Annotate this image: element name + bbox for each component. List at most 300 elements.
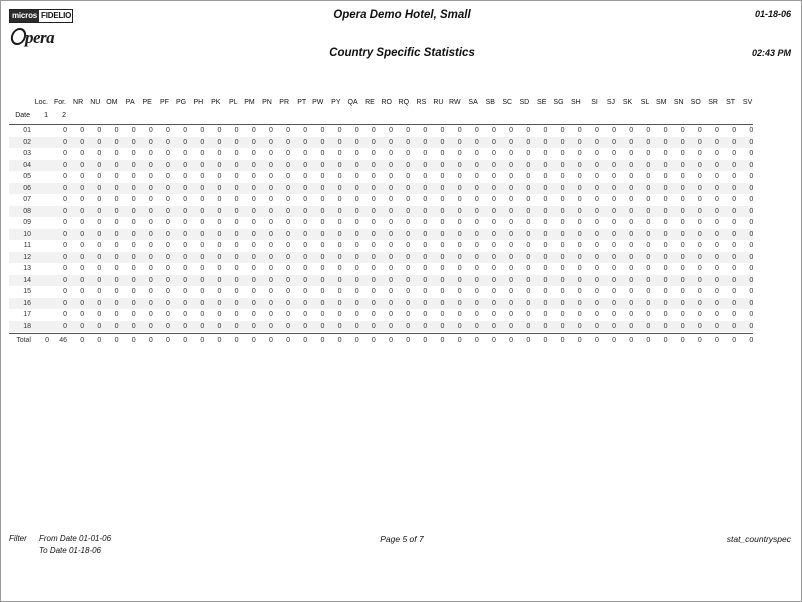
table-cell: 0 bbox=[166, 150, 170, 157]
table-cell: 0 bbox=[663, 311, 668, 318]
table-cell: 0 bbox=[440, 276, 445, 284]
table-cell: 0 bbox=[749, 127, 754, 134]
total-cell: 0 bbox=[217, 337, 222, 344]
table-cell: 0 bbox=[166, 138, 170, 146]
row-label: 05 bbox=[23, 173, 31, 180]
table-cell: 0 bbox=[131, 299, 136, 307]
table-cell: 0 bbox=[543, 322, 548, 330]
table-cell: 0 bbox=[697, 196, 702, 203]
table-cell: 0 bbox=[183, 173, 188, 180]
table-cell: 0 bbox=[526, 242, 531, 249]
table-cell: 0 bbox=[509, 230, 514, 238]
table-cell: 0 bbox=[337, 219, 342, 226]
table-cell: 0 bbox=[217, 311, 222, 318]
row-label: 04 bbox=[23, 161, 31, 169]
table-cell: 0 bbox=[268, 138, 273, 146]
table-cell: 0 bbox=[715, 127, 719, 134]
table-cell: 0 bbox=[457, 138, 462, 146]
table-cell: 0 bbox=[629, 150, 634, 157]
table-cell: 0 bbox=[63, 173, 67, 180]
table-cell: 0 bbox=[200, 173, 205, 180]
table-cell: 0 bbox=[423, 207, 428, 215]
column-header: PT bbox=[297, 99, 307, 106]
table-cell: 0 bbox=[97, 196, 102, 203]
table-cell: 0 bbox=[389, 322, 393, 330]
table-cell: 0 bbox=[749, 230, 754, 238]
table-cell: 0 bbox=[697, 288, 702, 295]
table-cell: 0 bbox=[612, 299, 616, 307]
table-cell: 0 bbox=[526, 276, 531, 284]
table-cell: 0 bbox=[474, 311, 479, 318]
table-cell: 0 bbox=[217, 276, 222, 284]
table-cell: 0 bbox=[594, 242, 599, 249]
table-cell: 0 bbox=[680, 207, 685, 215]
table-cell: 0 bbox=[749, 173, 754, 180]
table-cell: 0 bbox=[200, 299, 205, 307]
table-cell: 0 bbox=[423, 265, 428, 272]
table-cell: 0 bbox=[268, 322, 273, 330]
table-cell: 0 bbox=[663, 242, 668, 249]
table-row bbox=[9, 171, 771, 183]
table-cell: 0 bbox=[560, 207, 565, 215]
total-cell: 0 bbox=[200, 337, 205, 344]
table-cell: 0 bbox=[594, 311, 599, 318]
table-cell: 0 bbox=[526, 230, 531, 238]
table-cell: 0 bbox=[560, 184, 565, 192]
table-cell: 0 bbox=[560, 150, 565, 157]
table-cell: 0 bbox=[560, 265, 565, 272]
report-time: 02:43 PM bbox=[751, 48, 791, 58]
table-cell: 0 bbox=[114, 219, 119, 226]
table-cell: 0 bbox=[680, 322, 685, 330]
table-cell: 0 bbox=[732, 173, 737, 180]
column-header: PW bbox=[312, 99, 324, 106]
total-cell: 0 bbox=[423, 337, 428, 344]
table-cell: 0 bbox=[131, 288, 136, 295]
table-cell: 0 bbox=[166, 253, 170, 261]
table-cell: 0 bbox=[577, 207, 582, 215]
table-cell: 0 bbox=[526, 127, 531, 134]
table-cell: 0 bbox=[646, 196, 651, 203]
column-header: PR bbox=[279, 99, 290, 106]
table-cell: 0 bbox=[612, 173, 616, 180]
table-cell: 0 bbox=[80, 265, 85, 272]
table-cell: 0 bbox=[509, 196, 514, 203]
table-cell: 0 bbox=[371, 207, 376, 215]
table-cell: 0 bbox=[286, 288, 291, 295]
row-label: 09 bbox=[23, 219, 31, 226]
table-cell: 0 bbox=[320, 265, 325, 272]
table-cell: 0 bbox=[697, 219, 702, 226]
table-cell: 0 bbox=[680, 219, 685, 226]
table-cell: 0 bbox=[200, 230, 205, 238]
report-date: 01-18-06 bbox=[754, 9, 791, 19]
table-cell: 0 bbox=[440, 207, 445, 215]
table-cell: 0 bbox=[166, 265, 170, 272]
table-cell: 0 bbox=[200, 219, 205, 226]
table-cell: 0 bbox=[166, 230, 170, 238]
table-cell: 0 bbox=[303, 322, 308, 330]
table-cell: 0 bbox=[234, 150, 239, 157]
row-label: 02 bbox=[23, 138, 31, 146]
table-cell: 0 bbox=[406, 265, 411, 272]
table-cell: 0 bbox=[200, 196, 205, 203]
table-cell: 0 bbox=[148, 242, 153, 249]
table-cell: 0 bbox=[371, 219, 376, 226]
table-cell bbox=[31, 240, 49, 252]
table-cell: 0 bbox=[303, 288, 308, 295]
table-cell: 0 bbox=[543, 242, 548, 249]
country-statistics-table bbox=[9, 97, 771, 347]
footer-page-number: Page 5 of 7 bbox=[380, 534, 424, 544]
table-cell: 0 bbox=[268, 311, 273, 318]
total-cell: 0 bbox=[114, 337, 119, 344]
table-cell bbox=[31, 252, 49, 264]
table-cell: 0 bbox=[97, 161, 102, 169]
table-cell: 0 bbox=[406, 207, 411, 215]
table-cell: 0 bbox=[183, 299, 188, 307]
table-cell: 0 bbox=[80, 127, 85, 134]
column-header: NR bbox=[73, 99, 84, 106]
table-cell: 0 bbox=[423, 230, 428, 238]
date-sub-2: 2 bbox=[62, 111, 66, 119]
table-cell: 0 bbox=[457, 161, 462, 169]
table-cell: 0 bbox=[63, 253, 67, 261]
table-cell: 0 bbox=[457, 299, 462, 307]
total-cell: 0 bbox=[697, 337, 702, 344]
table-cell: 0 bbox=[457, 196, 462, 203]
table-cell: 0 bbox=[577, 173, 582, 180]
table-cell: 0 bbox=[337, 173, 342, 180]
table-cell: 0 bbox=[148, 322, 153, 330]
total-cell: 0 bbox=[234, 337, 239, 344]
table-cell: 0 bbox=[629, 127, 634, 134]
table-cell: 0 bbox=[749, 138, 754, 146]
table-cell: 0 bbox=[268, 127, 273, 134]
table-cell: 0 bbox=[166, 184, 170, 192]
table-cell: 0 bbox=[629, 230, 634, 238]
table-cell: 0 bbox=[371, 253, 376, 261]
table-cell: 0 bbox=[268, 230, 273, 238]
table-cell: 0 bbox=[320, 173, 325, 180]
table-cell: 0 bbox=[337, 242, 342, 249]
table-cell: 0 bbox=[286, 253, 291, 261]
table-cell: 0 bbox=[389, 184, 393, 192]
table-cell: 0 bbox=[663, 288, 668, 295]
column-header: SD bbox=[519, 99, 530, 106]
table-cell: 0 bbox=[423, 173, 428, 180]
table-cell: 0 bbox=[166, 242, 170, 249]
table-cell: 0 bbox=[543, 265, 548, 272]
table-cell: 0 bbox=[594, 230, 599, 238]
table-cell: 0 bbox=[560, 138, 565, 146]
table-row bbox=[9, 263, 771, 275]
total-cell: 0 bbox=[371, 337, 376, 344]
table-cell: 0 bbox=[354, 288, 359, 295]
table-cell: 0 bbox=[629, 253, 634, 261]
total-cell: 0 bbox=[526, 337, 531, 344]
table-cell: 0 bbox=[80, 230, 85, 238]
table-cell: 0 bbox=[183, 219, 188, 226]
table-cell: 0 bbox=[612, 253, 616, 261]
table-cell: 0 bbox=[492, 276, 496, 284]
table-cell: 0 bbox=[406, 138, 411, 146]
total-cell: 0 bbox=[509, 337, 514, 344]
table-cell: 0 bbox=[337, 230, 342, 238]
table-cell: 0 bbox=[663, 196, 668, 203]
table-cell: 0 bbox=[732, 219, 737, 226]
table-cell: 0 bbox=[389, 150, 393, 157]
table-cell: 0 bbox=[474, 161, 479, 169]
table-cell: 0 bbox=[217, 322, 222, 330]
table-cell: 0 bbox=[148, 311, 153, 318]
table-cell: 0 bbox=[63, 299, 67, 307]
table-cell bbox=[31, 206, 49, 218]
table-cell: 0 bbox=[200, 322, 205, 330]
table-cell: 0 bbox=[234, 265, 239, 272]
report-title: Country Specific Statistics bbox=[329, 47, 475, 59]
table-row bbox=[9, 206, 771, 218]
table-cell: 0 bbox=[337, 253, 342, 261]
table-cell: 0 bbox=[715, 161, 719, 169]
total-cell: 0 bbox=[354, 337, 359, 344]
table-head bbox=[9, 97, 771, 125]
table-cell: 0 bbox=[526, 322, 531, 330]
table-cell: 0 bbox=[492, 322, 496, 330]
table-cell: 0 bbox=[97, 138, 102, 146]
table-cell: 0 bbox=[148, 196, 153, 203]
table-cell: 0 bbox=[440, 288, 445, 295]
row-label: 11 bbox=[23, 242, 31, 249]
table-cell: 0 bbox=[612, 230, 616, 238]
table-cell: 0 bbox=[680, 242, 685, 249]
table-cell: 0 bbox=[577, 242, 582, 249]
table-cell: 0 bbox=[543, 173, 548, 180]
table-cell: 0 bbox=[663, 207, 668, 215]
table-cell: 0 bbox=[629, 288, 634, 295]
table-cell: 0 bbox=[492, 173, 496, 180]
table-cell bbox=[31, 229, 49, 241]
table-cell: 0 bbox=[629, 322, 634, 330]
table-cell: 0 bbox=[457, 127, 462, 134]
table-cell: 0 bbox=[337, 265, 342, 272]
table-cell: 0 bbox=[715, 253, 719, 261]
table-cell: 0 bbox=[732, 161, 737, 169]
table-cell: 0 bbox=[594, 173, 599, 180]
table-cell: 0 bbox=[492, 127, 496, 134]
total-cell: 0 bbox=[131, 337, 136, 344]
table-cell: 0 bbox=[114, 288, 119, 295]
table-cell: 0 bbox=[131, 184, 136, 192]
table-cell: 0 bbox=[457, 253, 462, 261]
table-cell: 0 bbox=[303, 196, 308, 203]
table-cell: 0 bbox=[389, 138, 393, 146]
table-cell: 0 bbox=[268, 219, 273, 226]
table-cell: 0 bbox=[63, 276, 67, 284]
table-cell: 0 bbox=[526, 265, 531, 272]
table-cell: 0 bbox=[612, 207, 616, 215]
table-cell: 0 bbox=[354, 230, 359, 238]
table-cell: 0 bbox=[577, 150, 582, 157]
table-cell: 0 bbox=[526, 184, 531, 192]
table-cell: 0 bbox=[749, 219, 754, 226]
micros-logo-text: micros bbox=[12, 11, 38, 20]
table-cell: 0 bbox=[286, 127, 291, 134]
row-label: 08 bbox=[23, 207, 31, 215]
table-cell: 0 bbox=[320, 276, 325, 284]
column-header: ST bbox=[726, 99, 736, 106]
table-cell: 0 bbox=[577, 196, 582, 203]
table-cell: 0 bbox=[509, 276, 514, 284]
table-cell: 0 bbox=[337, 311, 342, 318]
table-cell: 0 bbox=[251, 253, 256, 261]
table-cell: 0 bbox=[251, 230, 256, 238]
table-cell: 0 bbox=[97, 242, 102, 249]
table-cell: 0 bbox=[646, 173, 651, 180]
table-cell: 0 bbox=[371, 322, 376, 330]
table-cell: 0 bbox=[131, 196, 136, 203]
table-cell: 0 bbox=[337, 299, 342, 307]
table-cell: 0 bbox=[286, 207, 291, 215]
table-cell: 0 bbox=[646, 265, 651, 272]
table-cell bbox=[31, 298, 49, 310]
table-cell: 0 bbox=[286, 219, 291, 226]
table-cell: 0 bbox=[577, 265, 582, 272]
table-cell: 0 bbox=[234, 161, 239, 169]
table-cell: 0 bbox=[406, 173, 411, 180]
table-cell: 0 bbox=[286, 311, 291, 318]
table-cell: 0 bbox=[148, 138, 153, 146]
table-cell: 0 bbox=[492, 150, 496, 157]
table-cell: 0 bbox=[268, 288, 273, 295]
table-cell: 0 bbox=[715, 265, 719, 272]
table-cell: 0 bbox=[251, 173, 256, 180]
table-cell: 0 bbox=[200, 161, 205, 169]
table-cell: 0 bbox=[286, 230, 291, 238]
table-cell: 0 bbox=[732, 299, 737, 307]
table-cell: 0 bbox=[354, 322, 359, 330]
table-cell: 0 bbox=[526, 299, 531, 307]
table-cell: 0 bbox=[303, 265, 308, 272]
table-cell: 0 bbox=[612, 161, 616, 169]
table-cell: 0 bbox=[114, 196, 119, 203]
table-cell: 0 bbox=[492, 196, 496, 203]
table-cell: 0 bbox=[560, 288, 565, 295]
table-cell: 0 bbox=[440, 161, 445, 169]
total-cell: 0 bbox=[337, 337, 342, 344]
table-cell: 0 bbox=[286, 184, 291, 192]
footer-filter-label: Filter bbox=[9, 534, 27, 543]
table-cell: 0 bbox=[509, 253, 514, 261]
table-cell: 0 bbox=[732, 207, 737, 215]
table-cell: 0 bbox=[732, 127, 737, 134]
date-label: Date bbox=[15, 111, 30, 119]
row-label: 06 bbox=[23, 184, 31, 192]
table-cell: 0 bbox=[560, 173, 565, 180]
table-cell: 0 bbox=[577, 288, 582, 295]
table-cell: 0 bbox=[354, 311, 359, 318]
opera-logo bbox=[11, 28, 54, 48]
column-header: SE bbox=[537, 99, 547, 106]
row-label: 18 bbox=[23, 322, 31, 330]
table-row bbox=[9, 240, 771, 252]
table-cell: 0 bbox=[594, 196, 599, 203]
table-cell: 0 bbox=[131, 219, 136, 226]
table-cell: 0 bbox=[148, 288, 153, 295]
table-cell: 0 bbox=[148, 219, 153, 226]
table-cell: 0 bbox=[646, 299, 651, 307]
table-cell: 0 bbox=[200, 184, 205, 192]
table-cell: 0 bbox=[697, 242, 702, 249]
table-cell: 0 bbox=[183, 230, 188, 238]
table-cell: 0 bbox=[389, 253, 393, 261]
table-cell: 0 bbox=[354, 219, 359, 226]
table-cell: 0 bbox=[457, 230, 462, 238]
table-cell: 0 bbox=[389, 242, 393, 249]
total-cell: 0 bbox=[80, 337, 85, 344]
total-cell: 0 bbox=[303, 337, 308, 344]
table-cell: 0 bbox=[389, 311, 393, 318]
table-cell: 0 bbox=[268, 253, 273, 261]
table-cell: 0 bbox=[732, 184, 737, 192]
table-cell: 0 bbox=[509, 150, 514, 157]
table-cell: 0 bbox=[646, 311, 651, 318]
table-cell: 0 bbox=[560, 242, 565, 249]
table-cell: 0 bbox=[680, 127, 685, 134]
table-cell: 0 bbox=[234, 127, 239, 134]
table-cell: 0 bbox=[697, 150, 702, 157]
table-cell: 0 bbox=[217, 150, 222, 157]
table-cell: 0 bbox=[492, 138, 496, 146]
table-cell: 0 bbox=[183, 161, 188, 169]
table-cell: 0 bbox=[680, 311, 685, 318]
table-cell: 0 bbox=[749, 288, 754, 295]
table-cell: 0 bbox=[131, 127, 136, 134]
table-cell: 0 bbox=[337, 150, 342, 157]
table-cell: 0 bbox=[749, 253, 754, 261]
table-cell: 0 bbox=[337, 127, 342, 134]
table-cell: 0 bbox=[543, 150, 548, 157]
column-header: PG bbox=[175, 99, 187, 106]
table-cell: 0 bbox=[131, 242, 136, 249]
column-header: PF bbox=[159, 99, 169, 106]
table-cell: 0 bbox=[612, 219, 616, 226]
table-cell: 0 bbox=[234, 299, 239, 307]
table-cell: 0 bbox=[560, 299, 565, 307]
table-row bbox=[9, 160, 771, 172]
table-cell: 0 bbox=[303, 173, 308, 180]
table-cell: 0 bbox=[594, 253, 599, 261]
total-cell: 0 bbox=[560, 337, 565, 344]
total-cell: 0 bbox=[663, 337, 668, 344]
table-cell: 0 bbox=[183, 265, 188, 272]
table-cell: 0 bbox=[234, 242, 239, 249]
table-cell: 0 bbox=[320, 138, 325, 146]
table-cell: 0 bbox=[166, 173, 170, 180]
table-cell: 0 bbox=[560, 311, 565, 318]
column-header: PM bbox=[244, 99, 255, 106]
row-label: 17 bbox=[23, 311, 31, 318]
table-cell: 0 bbox=[509, 299, 514, 307]
table-cell: 0 bbox=[423, 161, 428, 169]
table-cell: 0 bbox=[97, 150, 102, 157]
table-cell: 0 bbox=[337, 207, 342, 215]
table-cell: 0 bbox=[440, 196, 445, 203]
table-cell: 0 bbox=[646, 288, 651, 295]
table-cell: 0 bbox=[646, 184, 651, 192]
table-cell: 0 bbox=[697, 299, 702, 307]
table-cell: 0 bbox=[697, 322, 702, 330]
